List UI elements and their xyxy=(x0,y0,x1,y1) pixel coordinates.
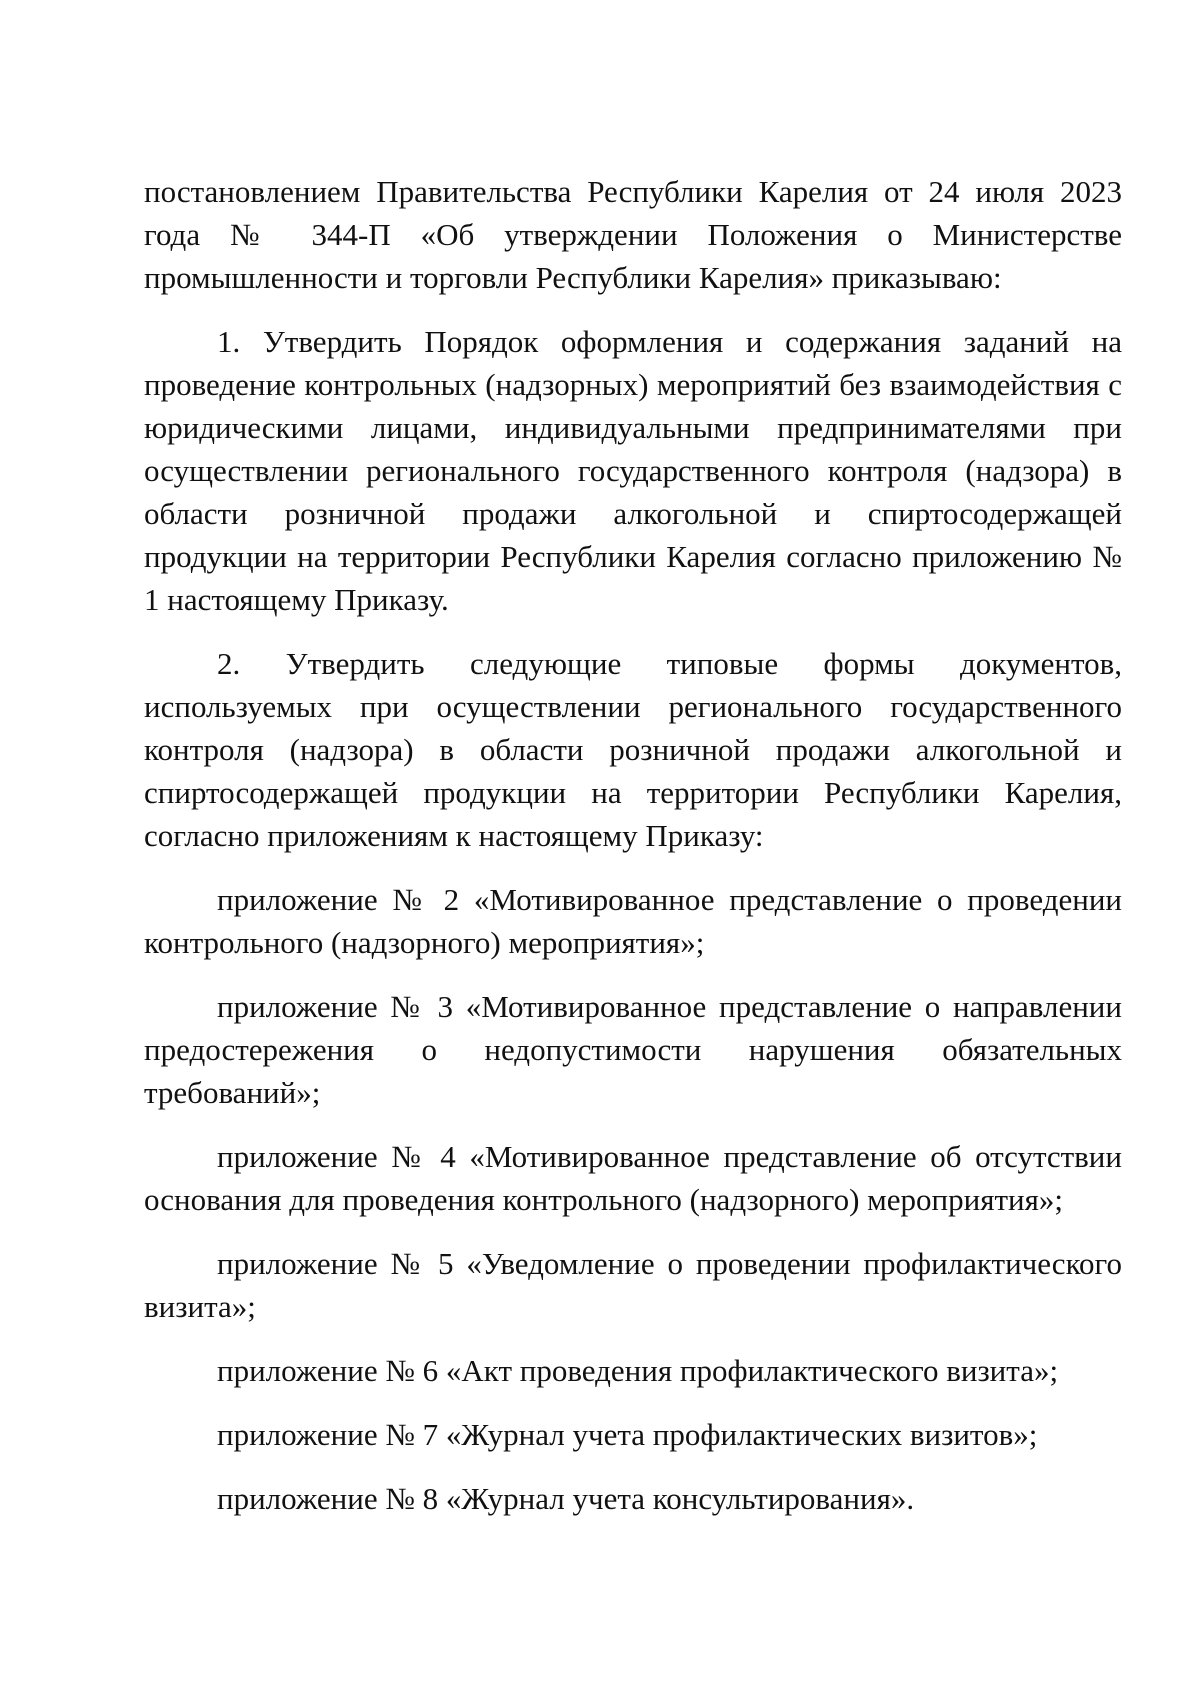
paragraph-appendix-5: приложение № 5 «Уведомление о проведении профилактического визита»; xyxy=(144,1246,1122,1324)
paragraph-appendix-3: приложение № 3 «Мотивированное представление о направлении предостережения о недопустимости нарушения обязательных требований»; xyxy=(144,989,1122,1110)
paragraph-item-1: 1. Утвердить Порядок оформления и содержания заданий на проведение контрольных (надзорных) мероприятий без взаимодействия с юридическими лицами, индивидуальными предпринимателями при осуществлении регионального государственного контроля (надзора) в области розничной продажи алкогольной и спиртосодержащей продукции на территории Республики Карелия согласно приложению № 1 настоящему Приказу. xyxy=(144,324,1122,617)
paragraph-item-2: 2. Утвердить следующие типовые формы документов, используемых при осуществлении регионального государственного контроля (надзора) в области розничной продажи алкогольной и спиртосодержащей продукции на территории Республики Карелия, согласно приложениям к настоящему Приказу: xyxy=(144,646,1122,853)
paragraph-appendix-7: приложение № 7 «Журнал учета профилактических визитов»; xyxy=(217,1417,1038,1452)
paragraph-appendix-4: приложение № 4 «Мотивированное представление об отсутствии основания для проведения контрольного (надзорного) мероприятия»; xyxy=(144,1139,1122,1217)
paragraph-appendix-2: приложение № 2 «Мотивированное представление о проведении контрольного (надзорного) мероприятия»; xyxy=(144,882,1122,960)
paragraph-appendix-8: приложение № 8 «Журнал учета консультирования». xyxy=(217,1481,915,1516)
document-body xyxy=(144,170,1122,1541)
paragraph-preamble: постановлением Правительства Республики Карелия от 24 июля 2023 года № 344-П «Об утверждении Положения о Министерстве промышленности и торговли Республики Карелия» приказываю: xyxy=(144,174,1122,295)
paragraph-appendix-6: приложение № 6 «Акт проведения профилактического визита»; xyxy=(217,1353,1059,1388)
